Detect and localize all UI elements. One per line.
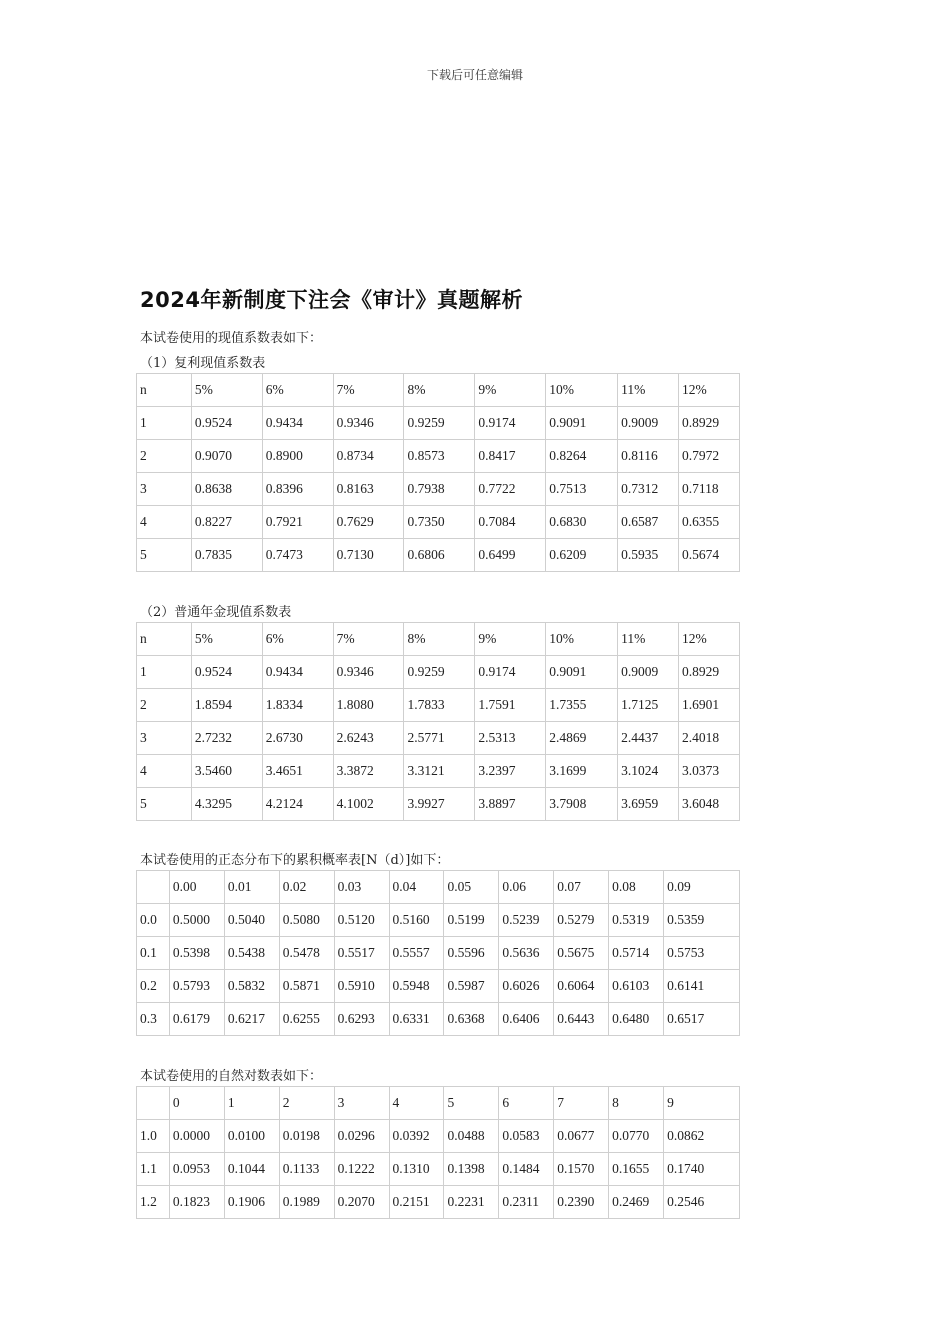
table-row bbox=[137, 1153, 740, 1186]
table-cell: 0.8573 bbox=[404, 440, 475, 473]
header-cell: 12% bbox=[679, 374, 740, 407]
table-cell: 0.6064 bbox=[554, 970, 609, 1003]
table-cell: 0.9434 bbox=[262, 407, 333, 440]
header-cell bbox=[137, 1087, 170, 1120]
header-cell: 0.05 bbox=[444, 871, 499, 904]
pv-table-caption: （1）复利现值系数表 bbox=[140, 356, 266, 371]
table-cell: 1.8594 bbox=[191, 689, 262, 722]
table-cell: 0.0583 bbox=[499, 1120, 554, 1153]
table-cell: 2.4869 bbox=[546, 722, 618, 755]
table-cell: 0.5948 bbox=[389, 970, 444, 1003]
header-cell: 6 bbox=[499, 1087, 554, 1120]
table-cell: 0.0296 bbox=[334, 1120, 389, 1153]
table-cell: 0.5674 bbox=[679, 539, 740, 572]
table-cell: 0.6141 bbox=[664, 970, 740, 1003]
header-cell: 6% bbox=[262, 623, 333, 656]
table-cell: 0.2070 bbox=[334, 1186, 389, 1219]
table-cell: 3.7908 bbox=[546, 788, 618, 821]
table-cell: 0.2546 bbox=[664, 1186, 740, 1219]
table-cell: 0.5000 bbox=[169, 904, 224, 937]
table-row bbox=[137, 755, 740, 788]
table-cell: 0.0770 bbox=[609, 1120, 664, 1153]
table-cell: 0.6368 bbox=[444, 1003, 499, 1036]
table-cell: 0.5199 bbox=[444, 904, 499, 937]
table-cell: 0.7312 bbox=[618, 473, 679, 506]
table-cell: 2.6730 bbox=[262, 722, 333, 755]
table-cell: 3.3872 bbox=[333, 755, 404, 788]
header-cell: 10% bbox=[546, 623, 618, 656]
row-label-cell: 4 bbox=[137, 755, 192, 788]
annuity-table-caption: （2）普通年金现值系数表 bbox=[140, 605, 292, 620]
table-cell: 0.2231 bbox=[444, 1186, 499, 1219]
table-cell: 0.8163 bbox=[333, 473, 404, 506]
table-cell: 0.5517 bbox=[334, 937, 389, 970]
table-cell: 0.6293 bbox=[334, 1003, 389, 1036]
header-cell: 4 bbox=[389, 1087, 444, 1120]
table-cell: 3.6048 bbox=[679, 788, 740, 821]
table-row bbox=[137, 656, 740, 689]
table-cell: 0.6255 bbox=[279, 1003, 334, 1036]
header-cell: 11% bbox=[618, 623, 679, 656]
table-cell: 0.5478 bbox=[279, 937, 334, 970]
intro-text: 本试卷使用的现值系数表如下： bbox=[140, 331, 323, 346]
header-cell: 6% bbox=[262, 374, 333, 407]
header-cell: 0.04 bbox=[389, 871, 444, 904]
table-cell: 0.5319 bbox=[609, 904, 664, 937]
table-cell: 0.9174 bbox=[475, 407, 546, 440]
row-label-cell: 1.1 bbox=[137, 1153, 170, 1186]
table-cell: 0.9434 bbox=[262, 656, 333, 689]
table-cell: 3.1699 bbox=[546, 755, 618, 788]
header-cell: n bbox=[137, 374, 192, 407]
table-cell: 0.8264 bbox=[546, 440, 618, 473]
row-label-cell: 1 bbox=[137, 407, 192, 440]
table-cell: 0.6331 bbox=[389, 1003, 444, 1036]
table-cell: 0.9524 bbox=[191, 407, 262, 440]
log-table-caption: 本试卷使用的自然对数表如下： bbox=[140, 1069, 323, 1084]
document-title: 2024年新制度下注会《审计》真题解析 bbox=[140, 288, 523, 312]
table-cell: 0.1823 bbox=[169, 1186, 224, 1219]
table-row bbox=[137, 1186, 740, 1219]
header-cell: 2 bbox=[279, 1087, 334, 1120]
table-cell: 0.6217 bbox=[224, 1003, 279, 1036]
row-label-cell: 3 bbox=[137, 473, 192, 506]
table-cell: 0.7130 bbox=[333, 539, 404, 572]
header-cell: 0.00 bbox=[169, 871, 224, 904]
table-cell: 0.5080 bbox=[279, 904, 334, 937]
table-cell: 0.5753 bbox=[664, 937, 740, 970]
table-cell: 0.0198 bbox=[279, 1120, 334, 1153]
table-cell: 0.5636 bbox=[499, 937, 554, 970]
table-cell: 0.7084 bbox=[475, 506, 546, 539]
table-row bbox=[137, 440, 740, 473]
table-cell: 0.9259 bbox=[404, 656, 475, 689]
table-cell: 0.6517 bbox=[664, 1003, 740, 1036]
header-cell: 7% bbox=[333, 623, 404, 656]
table-cell: 0.0953 bbox=[169, 1153, 224, 1186]
header-cell: 9 bbox=[664, 1087, 740, 1120]
table-cell: 1.7125 bbox=[618, 689, 679, 722]
table-cell: 0.6480 bbox=[609, 1003, 664, 1036]
table-cell: 0.7473 bbox=[262, 539, 333, 572]
table-cell: 2.4018 bbox=[679, 722, 740, 755]
header-cell: 0.06 bbox=[499, 871, 554, 904]
table-cell: 0.5557 bbox=[389, 937, 444, 970]
table-cell: 0.9346 bbox=[333, 656, 404, 689]
table-cell: 0.9259 bbox=[404, 407, 475, 440]
table-cell: 0.7350 bbox=[404, 506, 475, 539]
table-cell: 0.7722 bbox=[475, 473, 546, 506]
table-cell: 0.8734 bbox=[333, 440, 404, 473]
table-cell: 0.1222 bbox=[334, 1153, 389, 1186]
table-cell: 2.5313 bbox=[475, 722, 546, 755]
table-cell: 0.1655 bbox=[609, 1153, 664, 1186]
table-cell: 0.6209 bbox=[546, 539, 618, 572]
table-row bbox=[137, 473, 740, 506]
table-cell: 0.6406 bbox=[499, 1003, 554, 1036]
present-value-table bbox=[136, 373, 740, 572]
table-cell: 3.0373 bbox=[679, 755, 740, 788]
natural-log-table bbox=[136, 1086, 740, 1219]
table-cell: 3.2397 bbox=[475, 755, 546, 788]
table-cell: 2.5771 bbox=[404, 722, 475, 755]
table-cell: 0.1484 bbox=[499, 1153, 554, 1186]
table-cell: 0.9091 bbox=[546, 407, 618, 440]
table-cell: 0.5438 bbox=[224, 937, 279, 970]
table-cell: 0.1740 bbox=[664, 1153, 740, 1186]
table-cell: 0.0392 bbox=[389, 1120, 444, 1153]
row-label-cell: 5 bbox=[137, 539, 192, 572]
table-row bbox=[137, 970, 740, 1003]
table-cell: 0.0100 bbox=[224, 1120, 279, 1153]
header-cell: n bbox=[137, 623, 192, 656]
row-label-cell: 4 bbox=[137, 506, 192, 539]
table-cell: 0.9091 bbox=[546, 656, 618, 689]
header-cell: 0.07 bbox=[554, 871, 609, 904]
table-cell: 0.8227 bbox=[191, 506, 262, 539]
table-cell: 0.6443 bbox=[554, 1003, 609, 1036]
table-row bbox=[137, 904, 740, 937]
table-cell: 0.6103 bbox=[609, 970, 664, 1003]
table-cell: 0.1398 bbox=[444, 1153, 499, 1186]
table-row bbox=[137, 722, 740, 755]
table-cell: 4.2124 bbox=[262, 788, 333, 821]
row-label-cell: 0.1 bbox=[137, 937, 170, 970]
table-cell: 0.0862 bbox=[664, 1120, 740, 1153]
table-cell: 0.7938 bbox=[404, 473, 475, 506]
table-cell: 0.0677 bbox=[554, 1120, 609, 1153]
table-cell: 0.7972 bbox=[679, 440, 740, 473]
table-cell: 0.5675 bbox=[554, 937, 609, 970]
row-label-cell: 0.2 bbox=[137, 970, 170, 1003]
table-cell: 0.7629 bbox=[333, 506, 404, 539]
header-cell: 0.09 bbox=[664, 871, 740, 904]
table-cell: 0.5832 bbox=[224, 970, 279, 1003]
table-cell: 0.9346 bbox=[333, 407, 404, 440]
table-cell: 0.5987 bbox=[444, 970, 499, 1003]
header-cell: 8 bbox=[609, 1087, 664, 1120]
table-cell: 0.1044 bbox=[224, 1153, 279, 1186]
header-cell: 5 bbox=[444, 1087, 499, 1120]
table-cell: 0.5279 bbox=[554, 904, 609, 937]
header-cell: 0.08 bbox=[609, 871, 664, 904]
table-cell: 0.8116 bbox=[618, 440, 679, 473]
table-cell: 0.1989 bbox=[279, 1186, 334, 1219]
table-header-row bbox=[137, 1087, 740, 1120]
table-cell: 0.8929 bbox=[679, 407, 740, 440]
table-cell: 0.5359 bbox=[664, 904, 740, 937]
header-cell: 8% bbox=[404, 623, 475, 656]
table-cell: 0.6179 bbox=[169, 1003, 224, 1036]
header-cell: 0.03 bbox=[334, 871, 389, 904]
header-cell: 7% bbox=[333, 374, 404, 407]
header-cell: 11% bbox=[618, 374, 679, 407]
header-cell: 10% bbox=[546, 374, 618, 407]
table-row bbox=[137, 689, 740, 722]
header-cell bbox=[137, 871, 170, 904]
table-cell: 0.7921 bbox=[262, 506, 333, 539]
table-cell: 0.6499 bbox=[475, 539, 546, 572]
table-cell: 0.8929 bbox=[679, 656, 740, 689]
table-cell: 0.9009 bbox=[618, 407, 679, 440]
table-cell: 4.1002 bbox=[333, 788, 404, 821]
table-cell: 1.7591 bbox=[475, 689, 546, 722]
table-cell: 0.6026 bbox=[499, 970, 554, 1003]
row-label-cell: 0.0 bbox=[137, 904, 170, 937]
row-label-cell: 1.2 bbox=[137, 1186, 170, 1219]
table-cell: 0.5040 bbox=[224, 904, 279, 937]
table-cell: 1.7833 bbox=[404, 689, 475, 722]
table-cell: 0.5239 bbox=[499, 904, 554, 937]
table-cell: 0.9070 bbox=[191, 440, 262, 473]
table-cell: 0.5160 bbox=[389, 904, 444, 937]
table-row bbox=[137, 1120, 740, 1153]
table-cell: 3.1024 bbox=[618, 755, 679, 788]
table-cell: 0.9524 bbox=[191, 656, 262, 689]
table-header-row bbox=[137, 871, 740, 904]
table-cell: 4.3295 bbox=[191, 788, 262, 821]
table-cell: 1.6901 bbox=[679, 689, 740, 722]
row-label-cell: 3 bbox=[137, 722, 192, 755]
table-cell: 0.6355 bbox=[679, 506, 740, 539]
table-cell: 0.5714 bbox=[609, 937, 664, 970]
header-cell: 5% bbox=[191, 623, 262, 656]
table-cell: 0.0488 bbox=[444, 1120, 499, 1153]
header-cell: 9% bbox=[475, 374, 546, 407]
row-label-cell: 5 bbox=[137, 788, 192, 821]
table-cell: 0.2390 bbox=[554, 1186, 609, 1219]
table-row bbox=[137, 539, 740, 572]
row-label-cell: 2 bbox=[137, 689, 192, 722]
table-cell: 0.5596 bbox=[444, 937, 499, 970]
table-cell: 0.6587 bbox=[618, 506, 679, 539]
header-cell: 3 bbox=[334, 1087, 389, 1120]
header-cell: 1 bbox=[224, 1087, 279, 1120]
normal-distribution-table bbox=[136, 870, 740, 1036]
row-label-cell: 2 bbox=[137, 440, 192, 473]
table-cell: 0.8638 bbox=[191, 473, 262, 506]
table-cell: 0.1310 bbox=[389, 1153, 444, 1186]
header-cell: 5% bbox=[191, 374, 262, 407]
table-cell: 0.9174 bbox=[475, 656, 546, 689]
table-header-row bbox=[137, 623, 740, 656]
table-cell: 0.5120 bbox=[334, 904, 389, 937]
table-cell: 0.2151 bbox=[389, 1186, 444, 1219]
table-cell: 0.5871 bbox=[279, 970, 334, 1003]
table-cell: 0.7835 bbox=[191, 539, 262, 572]
normal-table-caption: 本试卷使用的正态分布下的累积概率表[N（d）]如下： bbox=[140, 853, 450, 868]
table-cell: 0.1906 bbox=[224, 1186, 279, 1219]
table-row bbox=[137, 1003, 740, 1036]
row-label-cell: 0.3 bbox=[137, 1003, 170, 1036]
table-cell: 0.7513 bbox=[546, 473, 618, 506]
table-cell: 0.1570 bbox=[554, 1153, 609, 1186]
table-cell: 0.6830 bbox=[546, 506, 618, 539]
table-cell: 3.6959 bbox=[618, 788, 679, 821]
table-cell: 2.7232 bbox=[191, 722, 262, 755]
table-cell: 1.8334 bbox=[262, 689, 333, 722]
table-cell: 2.4437 bbox=[618, 722, 679, 755]
table-cell: 3.5460 bbox=[191, 755, 262, 788]
table-row bbox=[137, 937, 740, 970]
table-cell: 0.5935 bbox=[618, 539, 679, 572]
table-cell: 0.9009 bbox=[618, 656, 679, 689]
table-cell: 0.7118 bbox=[679, 473, 740, 506]
header-note: 下载后可任意编辑 bbox=[426, 68, 523, 82]
table-cell: 0.2469 bbox=[609, 1186, 664, 1219]
header-cell: 0 bbox=[169, 1087, 224, 1120]
table-row bbox=[137, 788, 740, 821]
table-cell: 3.3121 bbox=[404, 755, 475, 788]
table-cell: 1.8080 bbox=[333, 689, 404, 722]
table-cell: 0.8900 bbox=[262, 440, 333, 473]
table-cell: 0.2311 bbox=[499, 1186, 554, 1219]
table-cell: 0.1133 bbox=[279, 1153, 334, 1186]
table-cell: 2.6243 bbox=[333, 722, 404, 755]
table-cell: 0.5910 bbox=[334, 970, 389, 1003]
header-cell: 0.02 bbox=[279, 871, 334, 904]
row-label-cell: 1.0 bbox=[137, 1120, 170, 1153]
header-cell: 0.01 bbox=[224, 871, 279, 904]
header-cell: 8% bbox=[404, 374, 475, 407]
table-cell: 0.5793 bbox=[169, 970, 224, 1003]
table-cell: 3.9927 bbox=[404, 788, 475, 821]
table-cell: 3.4651 bbox=[262, 755, 333, 788]
table-row bbox=[137, 506, 740, 539]
row-label-cell: 1 bbox=[137, 656, 192, 689]
table-cell: 3.8897 bbox=[475, 788, 546, 821]
table-row bbox=[137, 407, 740, 440]
header-cell: 7 bbox=[554, 1087, 609, 1120]
table-cell: 0.5398 bbox=[169, 937, 224, 970]
table-cell: 0.6806 bbox=[404, 539, 475, 572]
table-cell: 0.8417 bbox=[475, 440, 546, 473]
table-cell: 0.8396 bbox=[262, 473, 333, 506]
header-cell: 9% bbox=[475, 623, 546, 656]
table-cell: 0.0000 bbox=[169, 1120, 224, 1153]
table-cell: 1.7355 bbox=[546, 689, 618, 722]
header-cell: 12% bbox=[679, 623, 740, 656]
annuity-value-table bbox=[136, 622, 740, 821]
table-header-row bbox=[137, 374, 740, 407]
